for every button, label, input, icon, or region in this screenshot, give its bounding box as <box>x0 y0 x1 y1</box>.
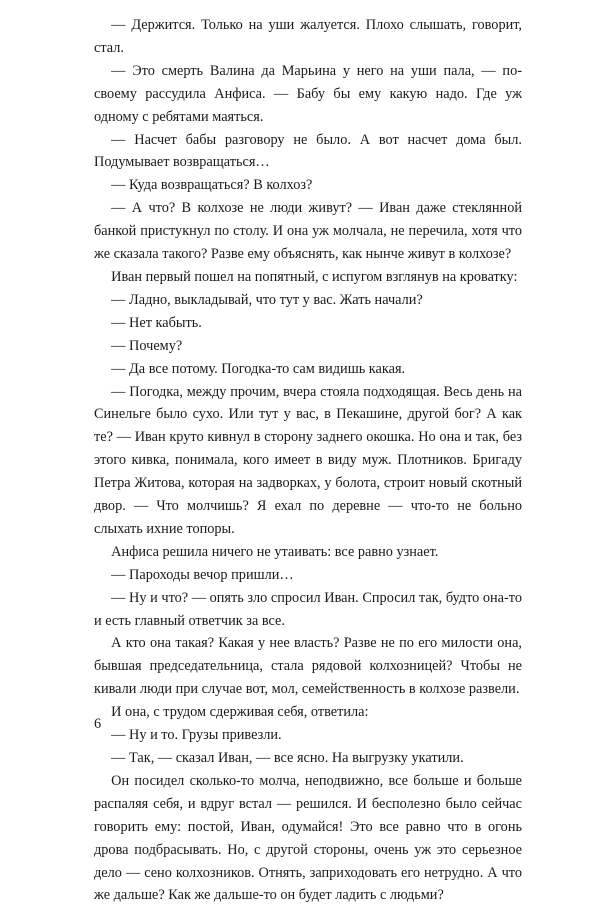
paragraph-16: И она, с трудом сдерживая себя, ответила: <box>111 704 369 721</box>
paragraph-19: Он посидел сколько-то молча, неподвижно, все больше и больше распаляя себя, и вдруг встал — решился. И бесполезно было сейчас говорить ему: постой, Иван, одумайся! Это все равно что в огонь дрова подбрасывать. Но, с другой стороны, очень уж это серьезное дело — сено колхозников. Отнять, заприходовать его нетрудно. А что же дальше? Как же дальше-то он будет ладить с людьми? <box>94 772 522 904</box>
paragraph-4: — Куда возвращаться? В колхоз? <box>111 177 313 194</box>
paragraph-14: — Ну и что? — опять зло спросил Иван. Спросил так, будто она-то и есть главный ответчик за все. <box>94 589 522 629</box>
paragraph-15: А кто она такая? Какая у нее власть? Разве не по его милости она, бывшая председательница, стала рядовой колхозницей? Чтобы не кивали люди при случае вот, мол, семейственность в колхозе развели. <box>94 635 522 698</box>
paragraph-13: — Пароходы вечор пришли… <box>111 566 294 583</box>
paragraph-6: Иван первый пошел на попятный, с испугом взглянув на кроватку: <box>111 268 518 285</box>
book-page-text <box>94 14 522 907</box>
paragraph-18: — Так, — сказал Иван, — все ясно. На выгрузку укатили. <box>111 750 464 766</box>
paragraph-1: — Держится. Только на уши жалуется. Плохо слышать, говорит, стал. <box>94 17 522 56</box>
paragraph-7: — Ладно, выкладывай, что тут у вас. Жать начали? <box>111 291 423 308</box>
paragraph-10: — Да все потому. Погодка-то сам видишь какая. <box>111 360 406 377</box>
paragraph-5: — А что? В колхозе не люди живут? — Иван даже стеклянной банкой пристукнул по столу. И она уж молчала, не перечила, хотя что же сказала такого? Разве ему объяснять, как нынче живут в колхозе? <box>94 200 522 263</box>
paragraph-17: — Ну и то. Грузы привезли. <box>111 727 282 744</box>
paragraph-9: — Почему? <box>111 337 183 354</box>
page-number: 6 <box>94 716 102 732</box>
paragraph-8: — Нет кабыть. <box>111 314 202 331</box>
paragraph-2: — Это смерть Валина да Марьина у него на уши пала, — по-своему рассудила Анфиса. — Бабу бы ему какую надо. Где уж одному с ребятами маяться. <box>94 62 522 125</box>
paragraph-12: Анфиса решила ничего не утаивать: все равно узнает. <box>111 543 439 560</box>
paragraph-11: — Погодка, между прочим, вчера стояла подходящая. Весь день на Синельге было сухо. Или тут у вас, в Пекашине, другой бог? А как те? — Иван круто кивнул в сторону заднего окошка. Но она и так, без этого кивка, понимала, кого имеет в виду муж. Плотников. Бригаду Петра Житова, которая на задворках, у болота, строит новый скотный двор. — Что молчишь? Я ехал по деревне — что-то не больно слыхать ихние топоры. <box>94 383 522 537</box>
paragraph-3: — Насчет бабы разговору не было. А вот насчет дома был. Подумывает возвращаться… <box>94 131 522 171</box>
